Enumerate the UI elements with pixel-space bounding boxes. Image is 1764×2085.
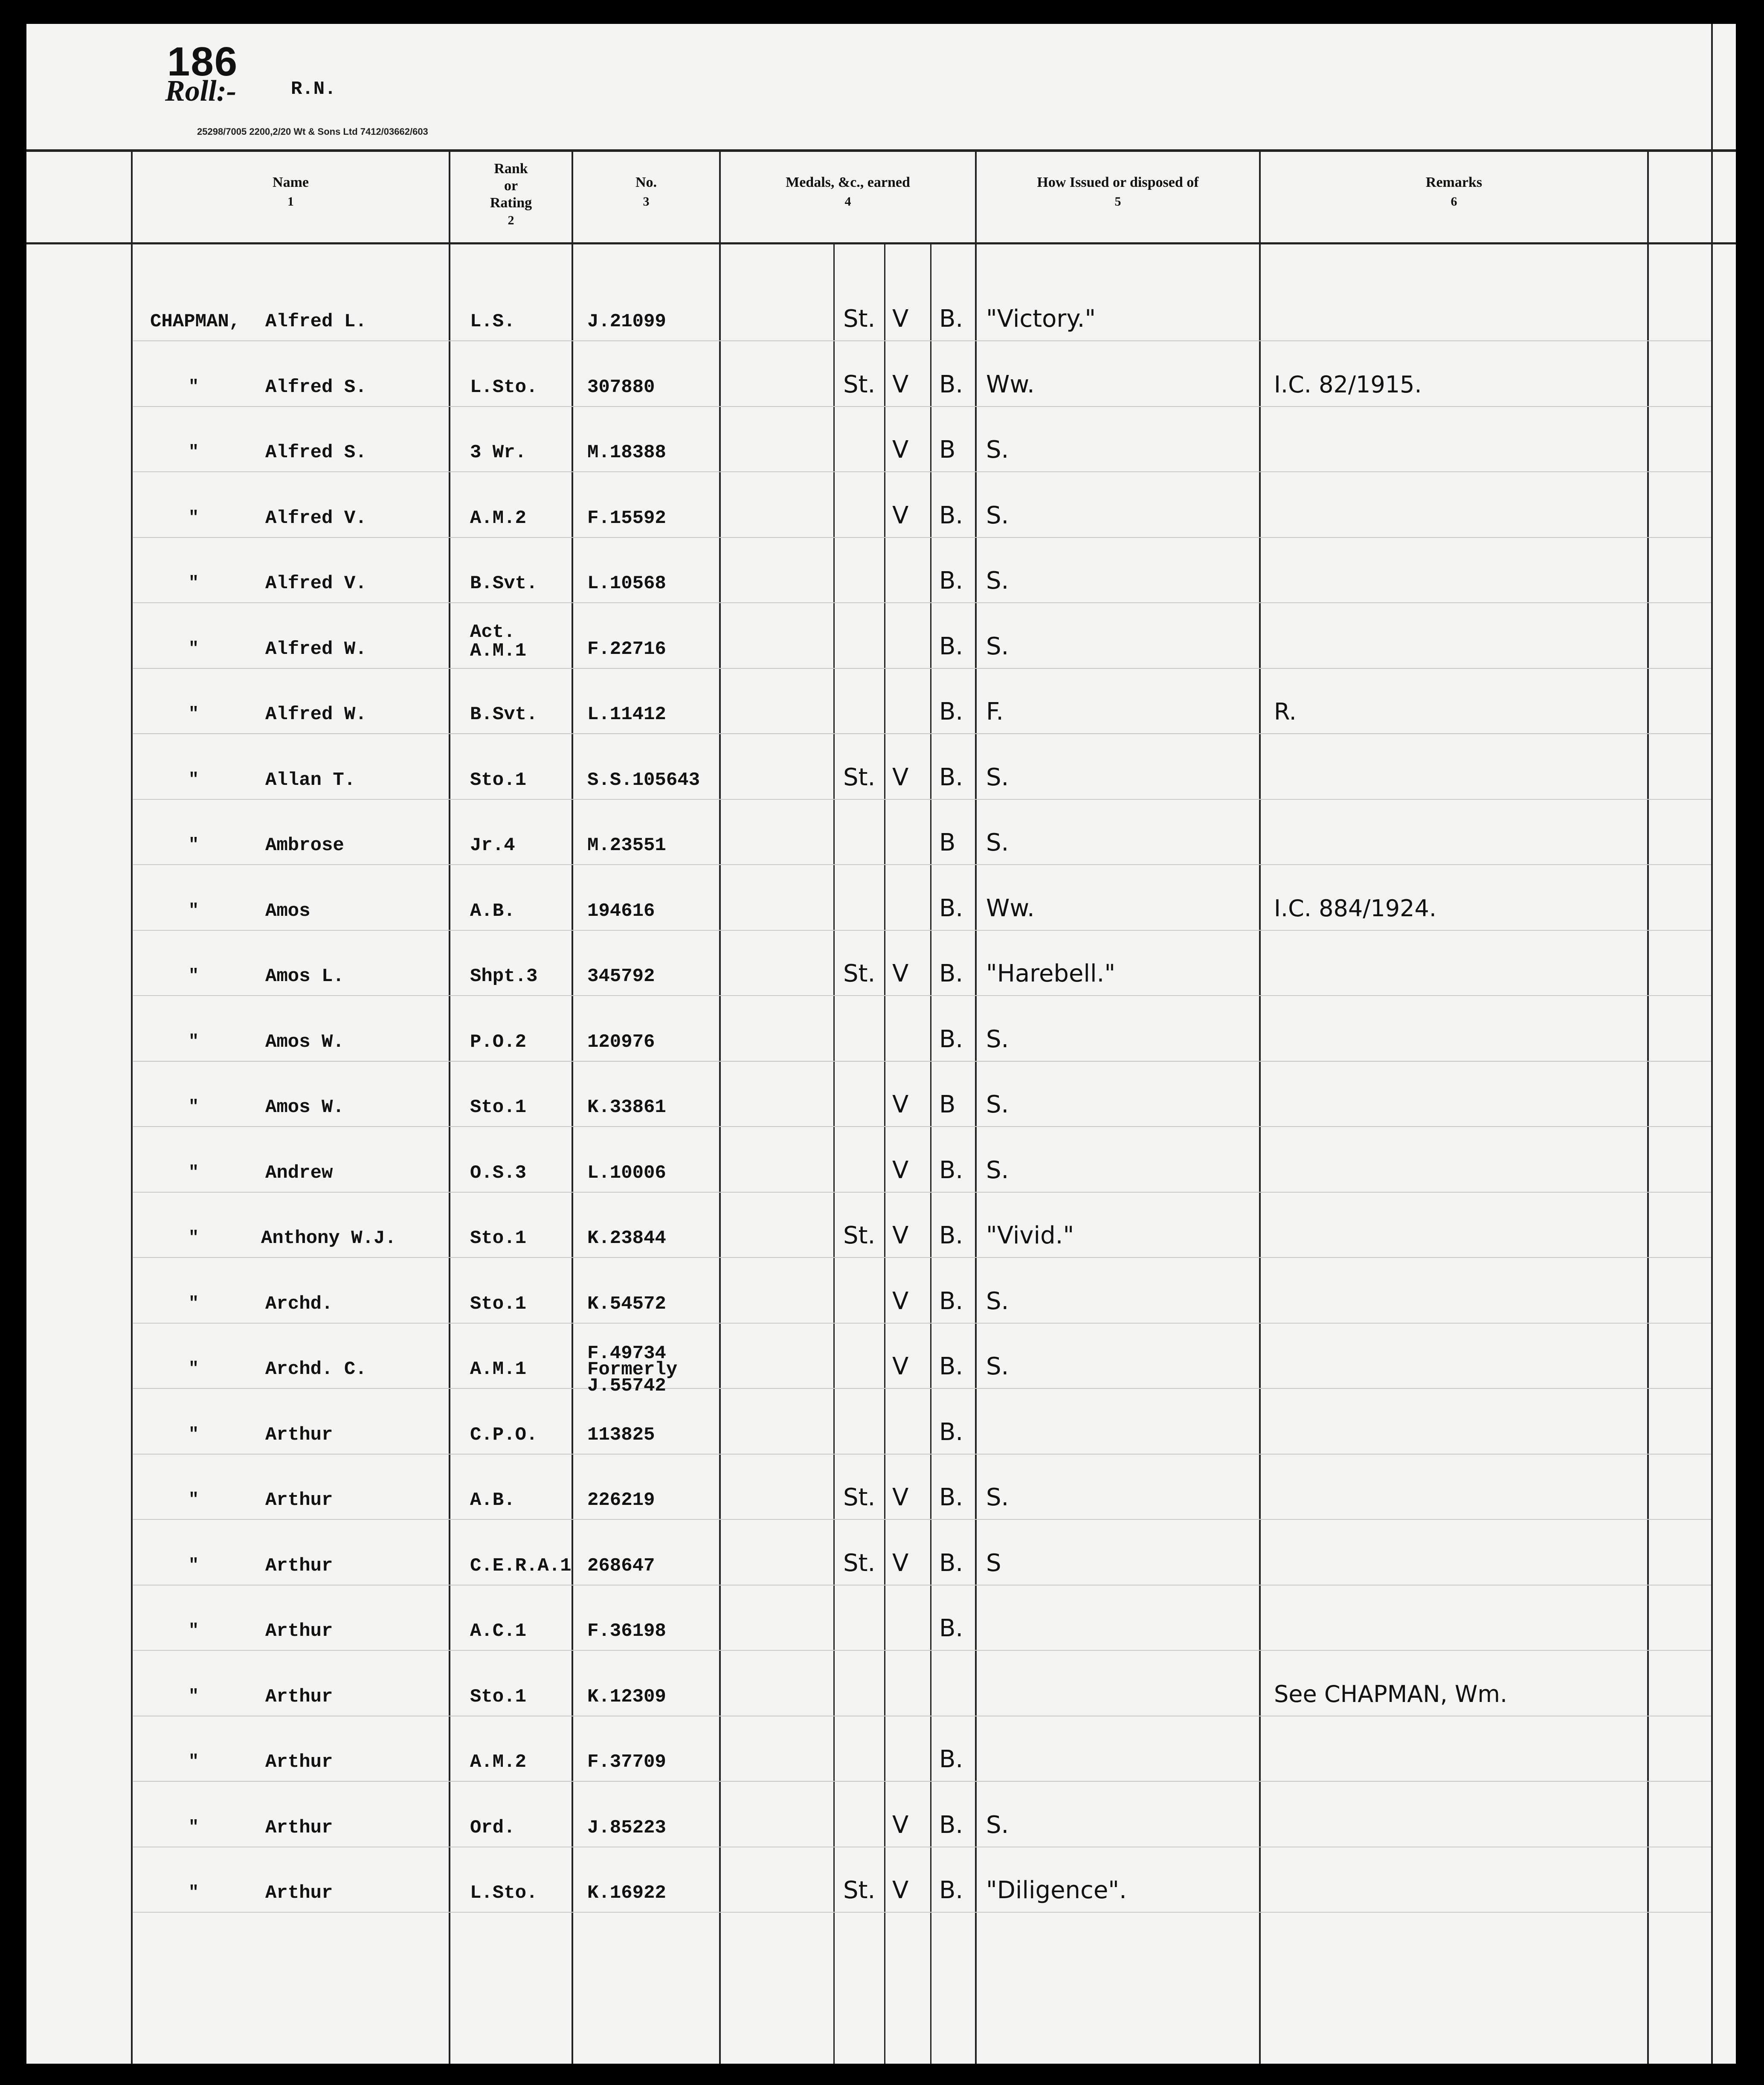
how-issued-cell: S. [986, 436, 1009, 464]
ditto-mark: " [189, 508, 199, 528]
rank-cell: A.B. [470, 1490, 515, 1511]
how-issued-cell: "Vivid." [986, 1222, 1074, 1249]
given-name-cell: Alfred S. [265, 376, 367, 398]
column-title: How Issued or disposed of [1037, 174, 1199, 190]
service-number-cell: K.12309 [587, 1686, 666, 1707]
given-name-cell: Alfred L. [265, 311, 367, 332]
british-war-medal-cell: B. [939, 1484, 963, 1511]
given-name-cell: Amos [265, 900, 310, 922]
british-war-medal-cell: B. [939, 1025, 963, 1053]
service-number-cell: K.54572 [587, 1293, 666, 1315]
rank-cell: A.M.2 [470, 507, 527, 529]
victory-medal-cell: V [892, 1484, 909, 1511]
ditto-mark: " [189, 901, 199, 921]
victory-medal-cell: V [892, 1091, 909, 1118]
rank-cell: A.B. [470, 900, 515, 922]
remarks-cell: I.C. 82/1915. [1274, 371, 1422, 398]
ditto-mark: " [189, 836, 199, 855]
rank-cell: A.M.1 [470, 1359, 527, 1380]
service-number-cell: 345792 [587, 966, 655, 987]
row-rule [133, 1192, 1711, 1193]
service-number-cell: L.10568 [587, 573, 666, 594]
ditto-mark: " [189, 1752, 199, 1771]
row-rule [133, 864, 1711, 865]
row-rule [133, 537, 1711, 538]
british-war-medal-cell: B. [939, 1222, 963, 1249]
given-name-cell: Alfred V. [265, 507, 367, 529]
row-rule [133, 340, 1711, 341]
roll-sheet [26, 24, 1736, 2064]
british-war-medal-cell: B [939, 436, 956, 464]
british-war-medal-cell: B. [939, 370, 963, 398]
rank-cell: C.P.O. [470, 1424, 538, 1446]
british-war-medal-cell: B [939, 1091, 956, 1118]
how-issued-cell: S. [986, 1353, 1009, 1380]
column-divider [449, 151, 450, 2064]
column-title-line: or [504, 178, 518, 194]
given-name-cell: Ambrose [265, 835, 344, 856]
column-divider [719, 151, 721, 2064]
british-war-medal-cell: B. [939, 1549, 963, 1577]
british-war-medal-cell: B. [939, 305, 963, 333]
ditto-mark: " [189, 1621, 199, 1641]
given-name-cell: Allan T. [265, 769, 356, 791]
remarks-cell: I.C. 884/1924. [1274, 894, 1436, 922]
column-header-remarks [1261, 173, 1647, 211]
service-number-cell: 268647 [587, 1555, 655, 1577]
ditto-mark: " [189, 1032, 199, 1051]
how-issued-cell: S. [986, 1287, 1009, 1315]
rank-cell: L.Sto. [470, 376, 538, 398]
rank-cell: L.Sto. [470, 1882, 538, 1904]
british-war-medal-cell: B. [939, 1615, 963, 1642]
british-war-medal-cell: B. [939, 501, 963, 529]
victory-medal-cell: V [892, 1876, 909, 1904]
surname-cell: CHAPMAN, [150, 311, 241, 332]
column-number: 5 [1114, 195, 1121, 209]
star-medal-cell: St. [843, 1549, 876, 1577]
row-rule [133, 1257, 1711, 1258]
british-war-medal-cell: B. [939, 698, 963, 726]
given-name-cell: Archd. [265, 1293, 333, 1315]
ditto-mark: " [189, 770, 199, 790]
column-title: Remarks [1425, 174, 1483, 190]
rank-cell: Sto.1 [470, 1686, 527, 1707]
victory-medal-cell: V [892, 1222, 909, 1249]
service-number-cell: M.23551 [587, 835, 666, 856]
british-war-medal-cell: B. [939, 1876, 963, 1904]
ditto-mark: " [189, 705, 199, 724]
star-medal-cell: St. [843, 1876, 876, 1904]
victory-medal-cell: V [892, 763, 909, 791]
star-medal-cell: St. [843, 1222, 876, 1249]
star-medal-cell: St. [843, 370, 876, 398]
column-header-number [573, 173, 719, 211]
row-rule [133, 1126, 1711, 1127]
row-rule [133, 1585, 1711, 1586]
row-rule [133, 602, 1711, 603]
british-war-medal-cell: B. [939, 632, 963, 660]
how-issued-cell: S. [986, 829, 1009, 857]
how-issued-cell: S. [986, 1025, 1009, 1053]
service-number-cell: F.15592 [587, 507, 666, 529]
how-issued-cell: "Diligence". [986, 1876, 1127, 1904]
row-rule [133, 1388, 1711, 1389]
service-number-cell: L.11412 [587, 704, 666, 725]
given-name-cell: Alfred S. [265, 442, 367, 463]
how-issued-cell: Ww. [986, 894, 1035, 922]
service-number-cell: J.85223 [587, 1817, 666, 1838]
victory-medal-cell: V [892, 1353, 909, 1380]
british-war-medal-cell: B. [939, 1745, 963, 1773]
service-number-cell: 226219 [587, 1490, 655, 1511]
rank-cell: A.C.1 [470, 1620, 527, 1642]
column-header-how-issued [977, 173, 1259, 211]
rank-cell: Jr.4 [470, 835, 515, 856]
column-divider [975, 151, 977, 2064]
row-rule [133, 1781, 1711, 1782]
column-number: 4 [844, 195, 851, 209]
how-issued-cell: S. [986, 1811, 1009, 1839]
rank-cell: Sto.1 [470, 769, 527, 791]
row-rule [133, 406, 1711, 407]
column-title: Medals, &c., earned [786, 174, 910, 190]
ditto-mark: " [189, 1163, 199, 1182]
victory-medal-cell: V [892, 305, 909, 333]
given-name-cell: Alfred W. [265, 638, 367, 660]
row-rule [133, 668, 1711, 669]
given-name-cell: Alfred V. [265, 573, 367, 594]
column-number: 6 [1451, 195, 1457, 209]
row-rule [133, 799, 1711, 800]
how-issued-cell: F. [986, 698, 1004, 726]
medal-subdivider [884, 243, 885, 2064]
column-title-line: Rating [490, 195, 532, 211]
ditto-mark: " [189, 1425, 199, 1444]
given-name-cell: Arthur [265, 1751, 333, 1773]
row-rule [133, 995, 1711, 996]
rank-cell: Sto.1 [470, 1228, 527, 1249]
column-divider [572, 151, 573, 2064]
rank-cell: Ord. [470, 1817, 515, 1838]
given-name-cell: Amos W. [265, 1031, 344, 1053]
how-issued-cell: S. [986, 567, 1009, 595]
british-war-medal-cell: B. [939, 1156, 963, 1184]
row-rule [133, 733, 1711, 734]
how-issued-cell: S. [986, 632, 1009, 660]
remarks-cell: See CHAPMAN, Wm. [1274, 1680, 1508, 1707]
row-rule [133, 1519, 1711, 1520]
row-rule [133, 1650, 1711, 1651]
ditto-mark: " [189, 1818, 199, 1837]
column-divider [131, 151, 133, 2064]
medal-subdivider [833, 243, 835, 2064]
victory-medal-cell: V [892, 1287, 909, 1315]
service-number-cell: K.23844 [587, 1228, 666, 1249]
rank-cell: Sto.1 [470, 1293, 527, 1315]
victory-medal-cell: V [892, 501, 909, 529]
victory-medal-cell: V [892, 960, 909, 987]
given-name-cell: Arthur [265, 1424, 333, 1446]
service-number-cell: 113825 [587, 1424, 655, 1446]
ditto-mark: " [189, 443, 199, 462]
british-war-medal-cell: B. [939, 1418, 963, 1446]
rank-cell: L.S. [470, 311, 515, 332]
how-issued-cell: Ww. [986, 370, 1035, 398]
given-name-cell: Amos W. [265, 1097, 344, 1118]
column-title-line: Rank [494, 161, 528, 177]
service-number-cell: F.49734 Formerly J.55742 [587, 1343, 678, 1397]
british-war-medal-cell: B. [939, 960, 963, 987]
how-issued-cell: S. [986, 1156, 1009, 1184]
ditto-mark: " [189, 967, 199, 986]
rank-cell: Act. A.M.1 [470, 621, 527, 662]
ditto-mark: " [189, 1556, 199, 1575]
column-number: 2 [508, 213, 514, 227]
how-issued-cell: S [986, 1549, 1001, 1577]
service-number-cell: L.10006 [587, 1162, 666, 1184]
service-number-cell: 307880 [587, 376, 655, 398]
how-issued-cell: S. [986, 1484, 1009, 1511]
ditto-mark: " [189, 1883, 199, 1902]
british-war-medal-cell: B. [939, 1353, 963, 1380]
row-rule [133, 471, 1711, 472]
given-name-cell: Alfred W. [265, 704, 367, 725]
remarks-cell: R. [1274, 698, 1297, 725]
given-name-cell: Anthony W.J. [261, 1228, 396, 1249]
service-number-cell: M.18388 [587, 442, 666, 463]
victory-medal-cell: V [892, 1811, 909, 1839]
service-number-cell: J.21099 [587, 311, 666, 332]
how-issued-cell: S. [986, 1091, 1009, 1118]
column-divider [1647, 151, 1649, 2064]
service-number-cell: F.36198 [587, 1620, 666, 1642]
rank-cell: C.E.R.A.1 [470, 1555, 572, 1577]
medal-subdivider [930, 243, 931, 2064]
how-issued-cell: "Victory." [986, 305, 1096, 333]
column-number: 3 [643, 195, 650, 209]
column-header-rank [450, 160, 572, 229]
given-name-cell: Arthur [265, 1817, 333, 1838]
ditto-mark: " [189, 1359, 199, 1379]
given-name-cell: Arthur [265, 1620, 333, 1642]
given-name-cell: Arthur [265, 1490, 333, 1511]
star-medal-cell: St. [843, 960, 876, 987]
british-war-medal-cell: B. [939, 1811, 963, 1839]
ditto-mark: " [189, 1687, 199, 1706]
column-divider [1259, 151, 1261, 2064]
service-number-cell: F.22716 [587, 638, 666, 660]
column-header-name [133, 173, 449, 211]
victory-medal-cell: V [892, 1549, 909, 1577]
row-rule [133, 930, 1711, 931]
ditto-mark: " [189, 1294, 199, 1313]
british-war-medal-cell: B. [939, 1287, 963, 1315]
victory-medal-cell: V [892, 436, 909, 464]
british-war-medal-cell: B. [939, 567, 963, 595]
given-name-cell: Andrew [265, 1162, 333, 1184]
rank-cell: B.Svt. [470, 573, 538, 594]
column-title: Name [273, 174, 309, 190]
rank-cell: O.S.3 [470, 1162, 527, 1184]
service-number-cell: K.33861 [587, 1097, 666, 1118]
victory-medal-cell: V [892, 370, 909, 398]
ditto-mark: " [189, 1098, 199, 1117]
top-rule [26, 149, 1736, 152]
print-line: 25298/7005 2200,2/20 Wt & Sons Ltd 7412/03662/603 [197, 126, 428, 137]
ditto-mark: " [189, 574, 199, 593]
roll-label: Roll:- [165, 75, 237, 107]
rank-cell: Shpt.3 [470, 966, 538, 987]
how-issued-cell: "Harebell." [986, 960, 1116, 987]
how-issued-cell: S. [986, 763, 1009, 791]
given-name-cell: Arthur [265, 1555, 333, 1577]
given-name-cell: Archd. C. [265, 1359, 367, 1380]
service-number-cell: K.16922 [587, 1882, 666, 1904]
rank-cell: A.M.2 [470, 1751, 527, 1773]
column-title: No. [635, 174, 657, 190]
service-number-cell: 120976 [587, 1031, 655, 1053]
row-rule [133, 1323, 1711, 1324]
ditto-mark: " [189, 1228, 199, 1248]
british-war-medal-cell: B [939, 829, 956, 857]
rank-cell: Sto.1 [470, 1097, 527, 1118]
service-number-cell: S.S.105643 [587, 769, 700, 791]
ditto-mark: " [189, 1490, 199, 1510]
rank-cell: B.Svt. [470, 704, 538, 725]
ditto-mark: " [189, 377, 199, 397]
row-rule [133, 1061, 1711, 1062]
star-medal-cell: St. [843, 1484, 876, 1511]
right-margin-rule [1711, 24, 1713, 2064]
how-issued-cell: S. [986, 501, 1009, 529]
column-header-medals [721, 173, 975, 211]
star-medal-cell: St. [843, 763, 876, 791]
ditto-mark: " [189, 639, 199, 659]
column-number: 1 [287, 195, 294, 209]
rank-cell: 3 Wr. [470, 442, 527, 463]
service-number-cell: F.37709 [587, 1751, 666, 1773]
service-label: R.N. [291, 78, 336, 100]
service-number-cell: 194616 [587, 900, 655, 922]
row-rule [133, 1454, 1711, 1455]
given-name-cell: Amos L. [265, 966, 344, 987]
british-war-medal-cell: B. [939, 763, 963, 791]
given-name-cell: Arthur [265, 1882, 333, 1904]
header-rule [26, 242, 1736, 244]
given-name-cell: Arthur [265, 1686, 333, 1707]
victory-medal-cell: V [892, 1156, 909, 1184]
british-war-medal-cell: B. [939, 894, 963, 922]
rank-cell: P.O.2 [470, 1031, 527, 1053]
star-medal-cell: St. [843, 305, 876, 333]
row-rule [133, 1912, 1711, 1913]
page-number: 186 [167, 39, 238, 84]
